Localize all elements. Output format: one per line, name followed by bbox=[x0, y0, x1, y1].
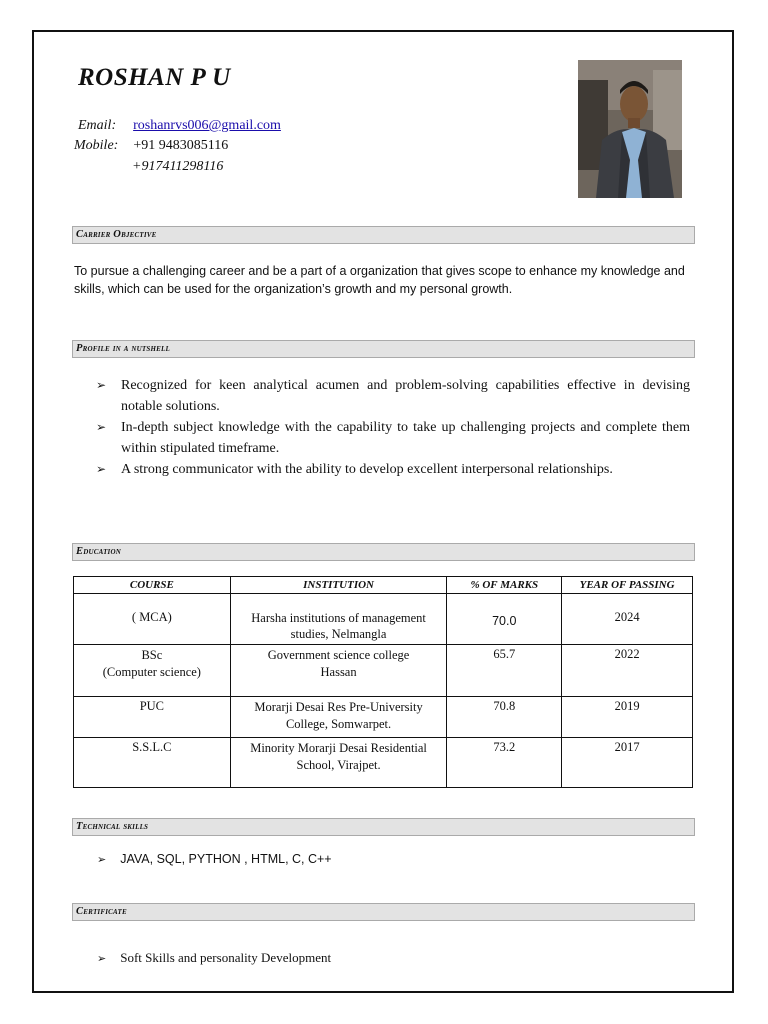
institution-cell: Government science college bbox=[267, 648, 410, 662]
mobile-number-1: +91 9483085116 bbox=[133, 138, 229, 153]
candidate-name: ROSHAN P U bbox=[78, 64, 231, 91]
table-row bbox=[74, 594, 693, 645]
list-item: ➢ A strong communicator with the ability to develop excellent interpersonal relationships. bbox=[96, 459, 690, 480]
institution-cell-line2: School, Virajpet. bbox=[296, 758, 381, 772]
institution-cell: Harsha institutions of management bbox=[251, 611, 426, 625]
mobile-label: Mobile: bbox=[74, 138, 119, 153]
certificate-item bbox=[97, 950, 331, 966]
section-header-objective: Carrier Objective bbox=[72, 226, 695, 244]
section-header-profile: Profile in a nutshell bbox=[72, 340, 695, 358]
column-header: INSTITUTION bbox=[230, 577, 447, 594]
institution-cell: Minority Morarji Desai Residential bbox=[250, 741, 427, 755]
bullet-arrow-icon: ➢ bbox=[96, 420, 107, 434]
marks-cell: 73.2 bbox=[493, 740, 516, 754]
course-cell: ( MCA) bbox=[131, 610, 172, 624]
bullet-arrow-icon: ➢ bbox=[97, 854, 107, 866]
bullet-arrow-icon: ➢ bbox=[96, 462, 107, 476]
institution-cell: Morarji Desai Res Pre-University bbox=[254, 700, 423, 714]
profile-photo-image bbox=[578, 60, 682, 198]
institution-cell-line2: College, Somwarpet. bbox=[285, 717, 392, 731]
profile-list bbox=[96, 375, 690, 480]
table-row bbox=[74, 645, 693, 697]
technical-skills-item bbox=[97, 852, 332, 866]
email-row bbox=[78, 118, 281, 134]
marks-cell: 65.7 bbox=[493, 647, 516, 661]
table-header-row bbox=[74, 577, 693, 594]
certificate-text: Soft Skills and personality Development bbox=[120, 950, 332, 965]
year-cell: 2022 bbox=[614, 647, 640, 661]
list-item: ➢ In-depth subject knowledge with the capability to take up challenging projects and complete them within stipulated timeframe. bbox=[96, 417, 690, 459]
email-link[interactable]: roshanrvs006@gmail.com bbox=[133, 118, 281, 133]
marks-cell: 70.0 bbox=[492, 614, 517, 628]
section-header-certificate: Certificate bbox=[72, 903, 695, 921]
education-table bbox=[73, 576, 693, 788]
section-header-technical: Technical skills bbox=[72, 818, 695, 836]
objective-text: To pursue a challenging career and be a part of a organization that gives scope to enhance my knowledge and skills, which can be used for the organization’s growth and my personal growth. bbox=[74, 264, 685, 296]
course-cell: PUC bbox=[139, 699, 165, 713]
institution-cell-line2: studies, Nelmangla bbox=[290, 627, 387, 641]
email-label: Email: bbox=[78, 118, 117, 133]
mobile-number-2: +917411298116 bbox=[132, 159, 224, 174]
course-cell: BSc bbox=[141, 648, 163, 662]
table-row bbox=[74, 697, 693, 738]
course-cell-line2: (Computer science) bbox=[102, 665, 201, 679]
list-item: ➢ Recognized for keen analytical acumen and problem-solving capabilities effective in devising notable solutions. bbox=[96, 375, 690, 417]
bullet-arrow-icon: ➢ bbox=[96, 378, 107, 392]
marks-cell: 70.8 bbox=[493, 699, 516, 713]
year-cell: 2017 bbox=[614, 740, 640, 754]
bullet-arrow-icon: ➢ bbox=[97, 953, 107, 965]
year-cell: 2019 bbox=[614, 699, 640, 713]
column-header: % OF MARKS bbox=[447, 577, 562, 594]
course-cell: S.S.L.C bbox=[132, 740, 172, 754]
institution-cell-line2: Hassan bbox=[320, 665, 357, 679]
column-header: YEAR OF PASSING bbox=[562, 577, 693, 594]
section-header-education: Education bbox=[72, 543, 695, 561]
year-cell: 2024 bbox=[614, 610, 640, 624]
table-row bbox=[74, 738, 693, 788]
technical-skills-text: JAVA, SQL, PYTHON , HTML, C, C++ bbox=[120, 852, 332, 866]
profile-photo bbox=[578, 60, 682, 198]
mobile-row bbox=[74, 138, 228, 154]
column-header: COURSE bbox=[74, 577, 231, 594]
